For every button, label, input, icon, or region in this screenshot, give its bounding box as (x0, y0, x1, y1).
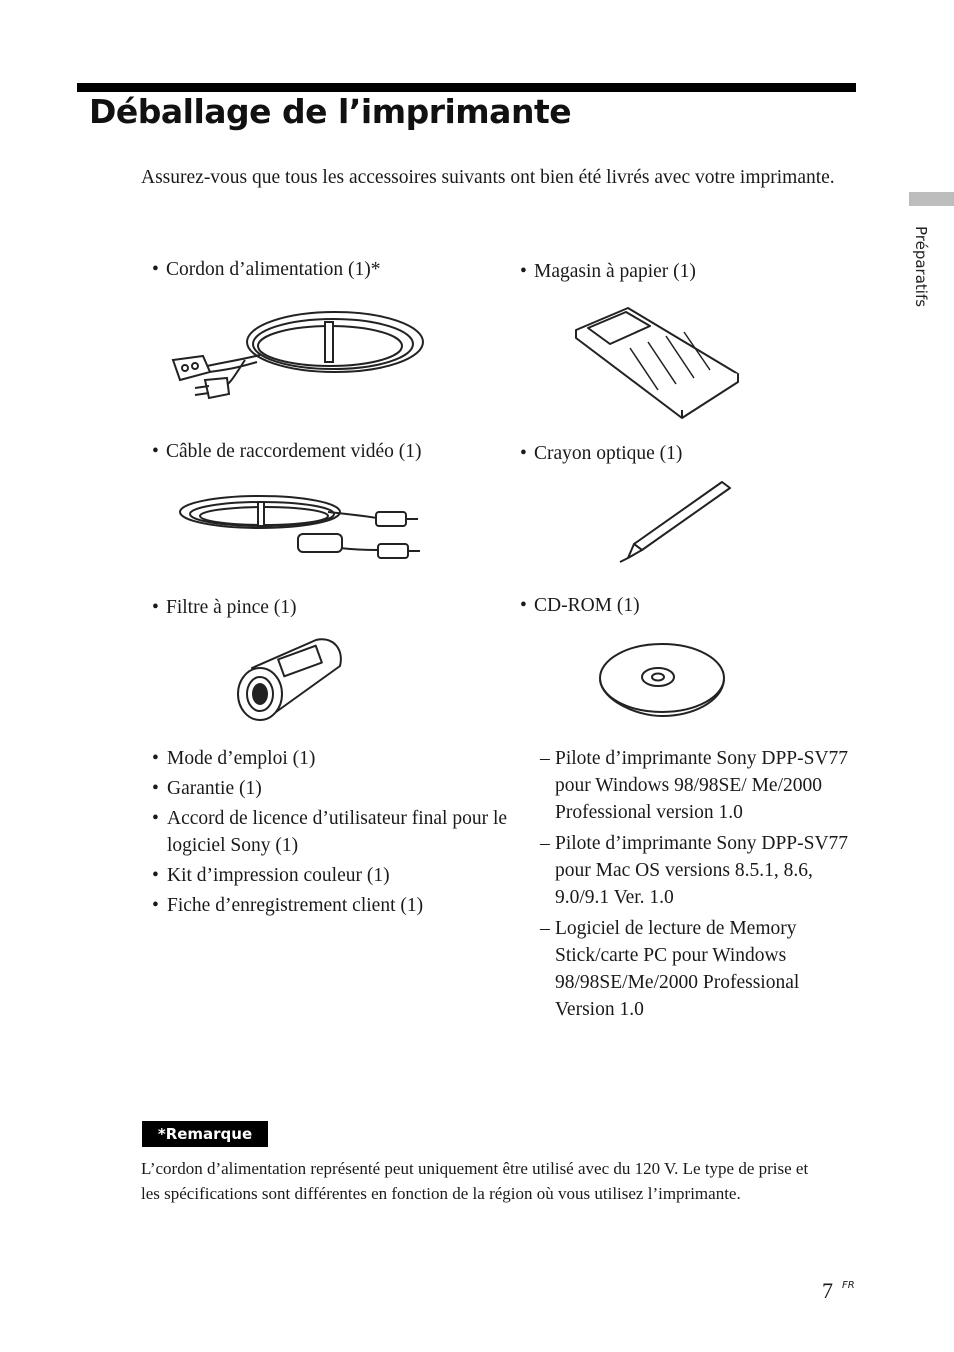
page-language: FR (842, 1280, 855, 1291)
video-cable-illustration (178, 488, 424, 568)
paper-tray-illustration (570, 300, 745, 420)
list-item (152, 862, 512, 889)
dash: – (540, 833, 550, 854)
bullet: • (152, 441, 159, 462)
list-item (152, 775, 512, 802)
note-label: *Remarque (142, 1121, 268, 1147)
list-item (540, 915, 850, 1023)
page-title: Déballage de l’imprimante (89, 92, 572, 131)
item-label: Câble de raccordement vidéo (1) (166, 441, 422, 462)
bullet: • (152, 748, 159, 769)
item-video-cable (152, 440, 422, 464)
bullet: • (152, 895, 159, 916)
list-item-text: Logiciel de lecture de Memory Stick/carte PC pour Windows 98/98SE/Me/2000 Professional Version 1.0 (555, 918, 800, 1020)
section-tab-marker (909, 192, 954, 206)
list-item-text: Kit d’impression couleur (1) (167, 865, 390, 886)
clip-filter-illustration (232, 632, 347, 724)
bullet: • (520, 443, 527, 464)
item-stylus (520, 442, 682, 466)
dash: – (540, 748, 550, 769)
intro-text: Assurez-vous que tous les accessoires suivants ont bien été livrés avec votre imprimante. (141, 167, 835, 188)
bullet: • (152, 778, 159, 799)
list-item-text: Pilote d’imprimante Sony DPP-SV77 pour Windows 98/98SE/ Me/2000 Professional version 1.0 (555, 748, 849, 823)
list-item-text: Accord de licence d’utilisateur final pour le logiciel Sony (1) (167, 808, 508, 856)
list-item-text: Fiche d’enregistrement client (1) (167, 895, 424, 916)
bullet: • (152, 865, 159, 886)
item-clip-filter (152, 596, 297, 620)
item-label: Filtre à pince (1) (166, 597, 297, 618)
documents-list (152, 745, 512, 922)
bullet: • (152, 259, 159, 280)
item-power-cord (152, 258, 380, 282)
cdrom-illustration (596, 640, 728, 720)
stylus-illustration (612, 478, 736, 566)
section-tab-label: Préparatifs (912, 226, 930, 308)
list-item (152, 892, 512, 919)
bullet: • (520, 595, 527, 616)
list-item-text: Mode d’emploi (1) (167, 748, 316, 769)
item-label: Magasin à papier (1) (534, 261, 696, 282)
note-text: L’cordon d’alimentation représenté peut uniquement être utilisé avec du 120 V. Le type de prise et les spécifications sont différentes en fonction de la région où vous utilisez l’imprimante. (141, 1159, 809, 1203)
page-number: 7 (822, 1278, 833, 1303)
list-item (152, 805, 512, 859)
item-paper-tray (520, 260, 696, 284)
list-item-text: Pilote d’imprimante Sony DPP-SV77 pour Mac OS versions 8.5.1, 8.6, 9.0/9.1 Ver. 1.0 (555, 833, 849, 908)
title-rule (77, 83, 856, 92)
bullet: • (152, 597, 159, 618)
bullet: • (152, 808, 159, 829)
list-item (540, 830, 850, 911)
item-label: Crayon optique (1) (534, 443, 683, 464)
power-cord-illustration (165, 300, 430, 410)
cd-contents-list (540, 745, 850, 1027)
dash: – (540, 918, 550, 939)
list-item (152, 745, 512, 772)
list-item (540, 745, 850, 826)
item-label: CD-ROM (1) (534, 595, 640, 616)
item-cdrom (520, 594, 640, 618)
item-label: Cordon d’alimentation (1)* (166, 259, 381, 280)
list-item-text: Garantie (1) (167, 778, 262, 799)
bullet: • (520, 261, 527, 282)
